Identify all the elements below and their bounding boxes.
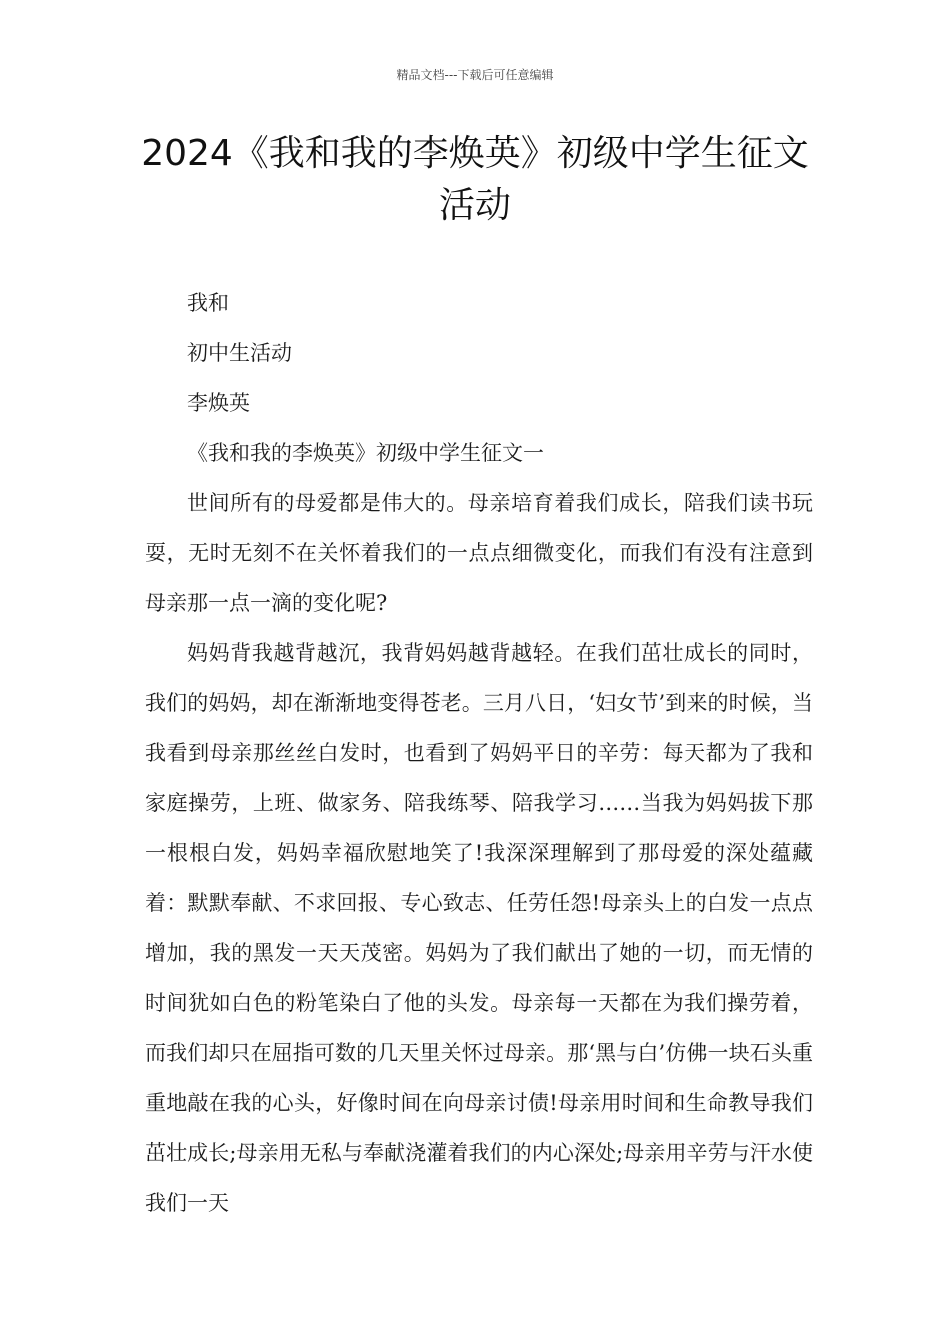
paragraph-6: 妈妈背我越背越沉，我背妈妈越背越轻。在我们茁壮成长的同时，我们的妈妈，却在渐渐地变得苍老。三月八日，‘妇女节’到来的时候，当我看到母亲那丝丝白发时，也看到了妈妈平日的辛劳：每天都为了我和家庭操劳，上班、做家务、陪我练琴、陪我学习……当我为妈妈拔下那一根根白发，妈妈幸福欣慰地笑了!我深深理解到了那母爱的深处蕴藏着：默默奉献、不求回报、专心致志、任劳任怨!母亲头上的白发一点点增加，我的黑发一天天茂密。妈妈为了我们献出了她的一切，而无情的时间犹如白色的粉笔染白了他的头发。母亲每一天都在为我们操劳着，而我们却只在屈指可数的几天里关怀过母亲。那‘黑与白’仿佛一块石头重重地敲在我的心头，好像时间在向母亲讨债!母亲用时间和生命教导我们茁壮成长;母亲用无私与奉献浇灌着我们的内心深处;母亲用辛劳与汗水使我们一天: [145, 641, 813, 1215]
paragraph-2: 初中生活动: [187, 341, 292, 365]
header-note: 精品文档---下载后可任意编辑: [396, 68, 554, 82]
paragraph-1: 我和: [187, 291, 229, 315]
paragraph-5: 世间所有的母爱都是伟大的。母亲培育着我们成长，陪我们读书玩耍，无时无刻不在关怀着我们的一点点细微变化，而我们有没有注意到母亲那一点一滴的变化呢?: [145, 491, 813, 615]
paragraph-3: 李焕英: [187, 391, 250, 415]
document-title: 2024《我和我的李焕英》初级中学生征文活动: [141, 133, 809, 226]
document-body: [145, 278, 813, 1228]
paragraph-4: 《我和我的李焕英》初级中学生征文一: [187, 441, 544, 465]
